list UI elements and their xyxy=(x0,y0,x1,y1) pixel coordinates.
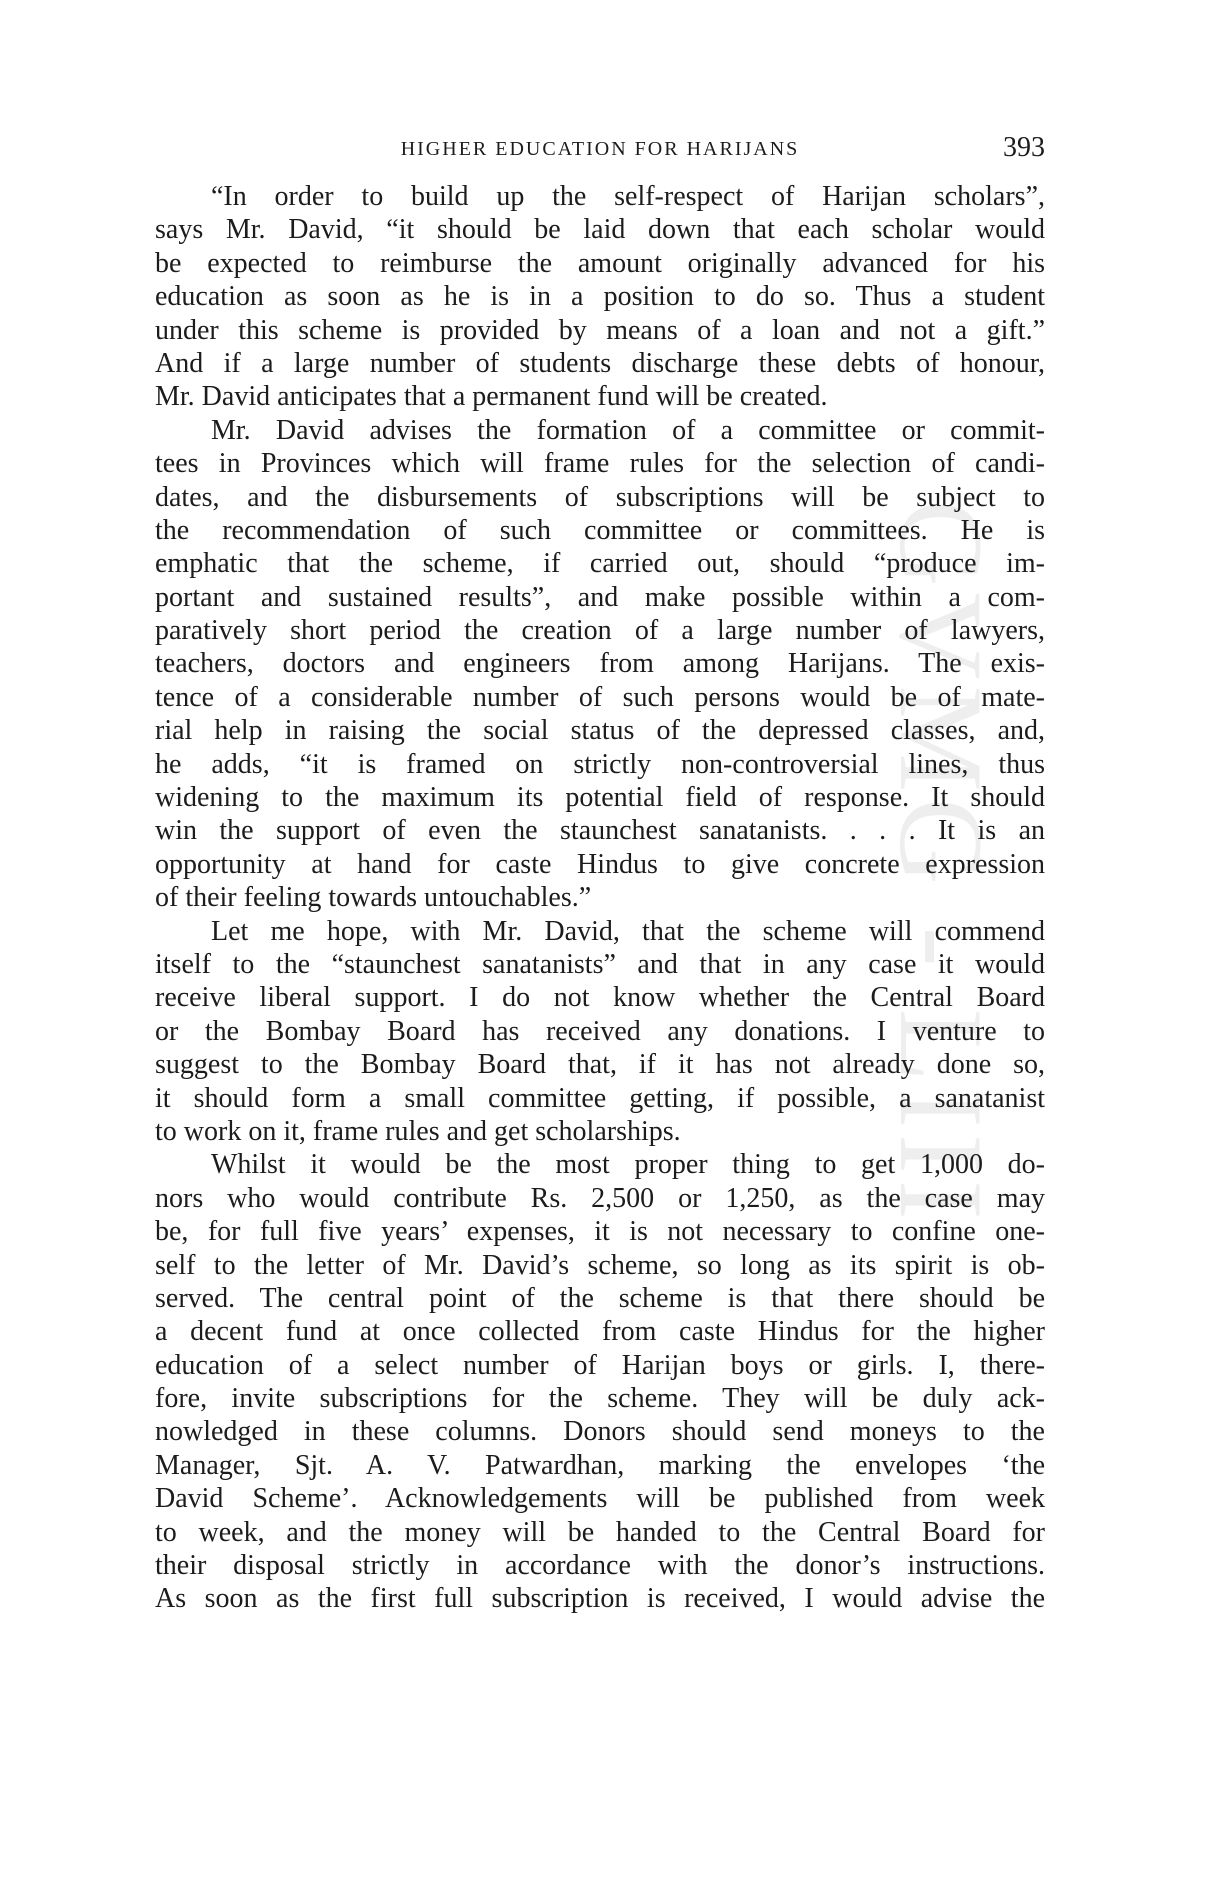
watermark: GVMG - LIII xyxy=(875,500,1008,1226)
text-line: emphatic that the scheme, if carried out, should “produce im- xyxy=(155,548,1045,580)
text-line: win the support of even the staunchest sanatanists. . . . It is an xyxy=(155,815,1045,847)
page-number: 393 xyxy=(1003,132,1045,163)
text-line: it should form a small committee getting, if possible, a sanatanist xyxy=(155,1082,1045,1114)
running-head xyxy=(155,132,1045,168)
text-line: self to the letter of Mr. David’s scheme, so long as its spirit is ob- xyxy=(155,1249,1045,1281)
text-line: As soon as the first full subscription is received, I would advise the xyxy=(155,1583,1045,1615)
text-line: portant and sustained results”, and make possible within a com- xyxy=(155,581,1045,613)
text-line: tees in Provinces which will frame rules for the selection of candi- xyxy=(155,448,1045,480)
text-line: education of a select number of Harijan boys or girls. I, there- xyxy=(155,1349,1045,1381)
body-text xyxy=(155,180,1045,1616)
text-line: And if a large number of students discharge these debts of honour, xyxy=(155,347,1045,379)
text-line: he adds, “it is framed on strictly non-controversial lines, thus xyxy=(155,748,1045,780)
text-line: suggest to the Bombay Board that, if it has not already done so, xyxy=(155,1049,1045,1081)
text-line: itself to the “staunchest sanatanists” and that in any case it would xyxy=(155,948,1045,980)
text-line: nors who would contribute Rs. 2,500 or 1,250, as the case may xyxy=(155,1182,1045,1214)
text-line: dates, and the disbursements of subscriptions will be subject to xyxy=(155,481,1045,513)
text-line: or the Bombay Board has received any donations. I venture to xyxy=(155,1015,1045,1047)
text-line: be expected to reimburse the amount originally advanced for his xyxy=(155,247,1045,279)
text-line: Let me hope, with Mr. David, that the scheme will commend xyxy=(211,915,1045,947)
text-line: paratively short period the creation of a large number of lawyers, xyxy=(155,615,1045,647)
text-line: under this scheme is provided by means of a loan and not a gift.” xyxy=(155,314,1045,346)
running-title: HIGHER EDUCATION FOR HARIJANS xyxy=(400,138,800,160)
text-line: says Mr. David, “it should be laid down that each scholar would xyxy=(155,214,1045,246)
text-line: their disposal strictly in accordance with the donor’s instructions. xyxy=(155,1550,1045,1582)
text-line: fore, invite subscriptions for the scheme. They will be duly ack- xyxy=(155,1383,1045,1415)
text-line: Whilst it would be the most proper thing to get 1,000 do- xyxy=(211,1149,1045,1181)
text-line: Mr. David anticipates that a permanent fund will be created. xyxy=(155,381,828,413)
text-line: rial help in raising the social status of the depressed classes, and, xyxy=(155,715,1045,747)
text-line: to week, and the money will be handed to the Central Board for xyxy=(155,1516,1045,1548)
text-line: teachers, doctors and engineers from among Harijans. The exis- xyxy=(155,648,1045,680)
text-line: tence of a considerable number of such persons would be of mate- xyxy=(155,681,1045,713)
text-line: nowledged in these columns. Donors should send moneys to the xyxy=(155,1416,1045,1448)
text-line: a decent fund at once collected from caste Hindus for the higher xyxy=(155,1316,1045,1348)
text-line: to work on it, frame rules and get scholarships. xyxy=(155,1115,681,1147)
text-line: the recommendation of such committee or committees. He is xyxy=(155,514,1045,546)
text-line: be, for full five years’ expenses, it is not necessary to confine one- xyxy=(155,1216,1045,1248)
text-line: David Scheme’. Acknowledgements will be published from week xyxy=(155,1483,1045,1515)
text-line: receive liberal support. I do not know whether the Central Board xyxy=(155,982,1045,1014)
text-line: “In order to build up the self-respect of Harijan scholars”, xyxy=(211,181,1045,212)
text-line: opportunity at hand for caste Hindus to give concrete expression xyxy=(155,848,1045,880)
text-line: served. The central point of the scheme is that there should be xyxy=(155,1282,1045,1314)
text-line: Mr. David advises the formation of a committee or commit- xyxy=(211,414,1045,446)
text-line: education as soon as he is in a position to do so. Thus a student xyxy=(155,281,1045,313)
text-line: of their feeling towards untouchables.” xyxy=(155,882,592,914)
text-line: widening to the maximum its potential field of response. It should xyxy=(155,782,1045,814)
text-line: Manager, Sjt. A. V. Patwardhan, marking the envelopes ‘the xyxy=(155,1449,1045,1481)
